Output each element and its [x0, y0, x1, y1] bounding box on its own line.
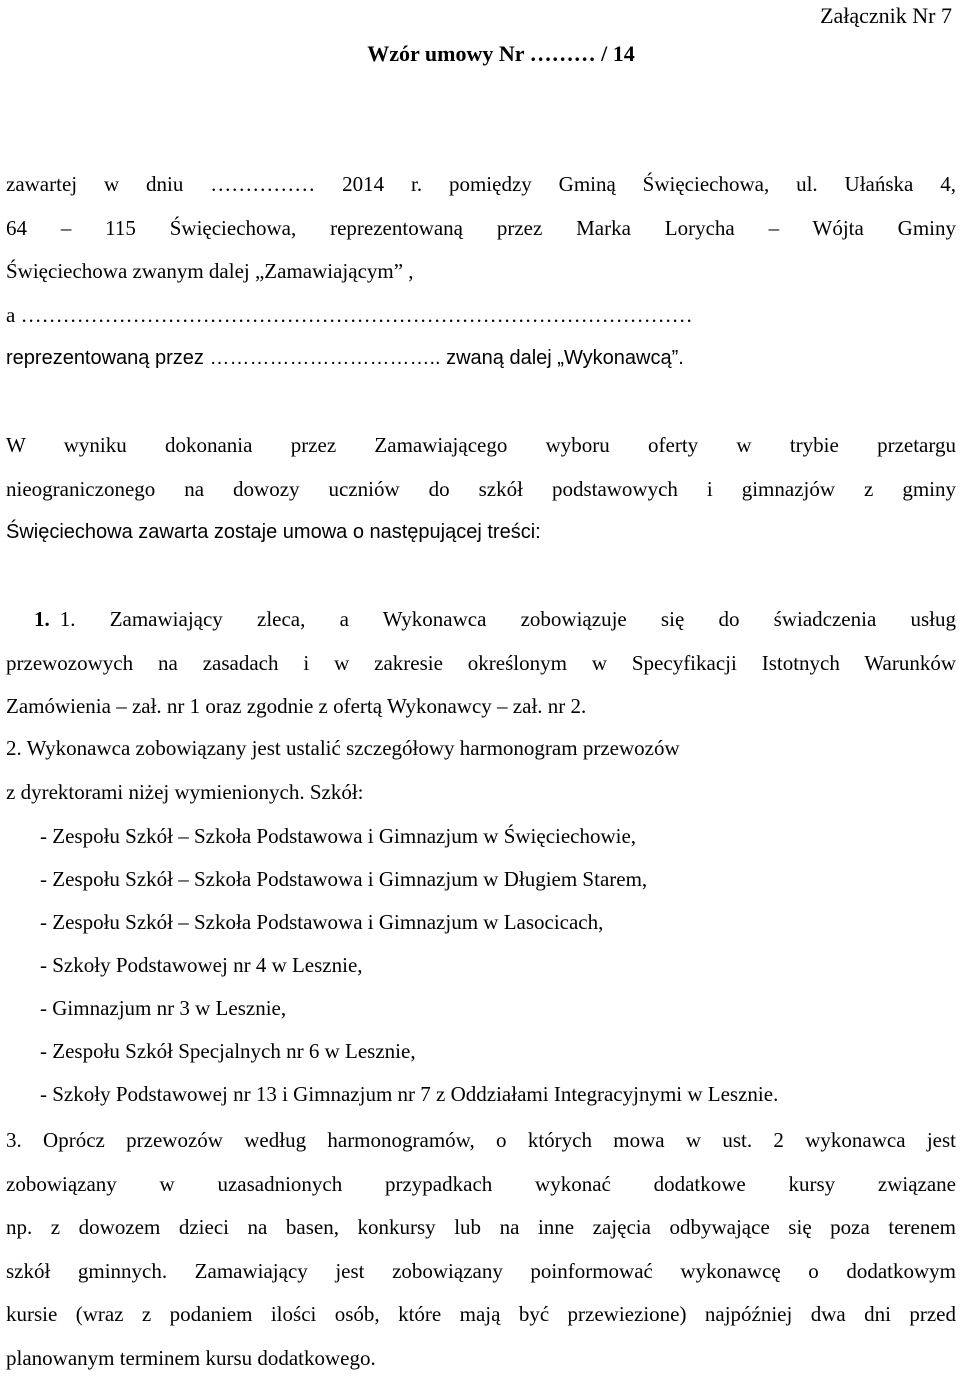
parties-line: reprezentowaną przez …………………………….. zwaną dalej „Wykonawcą”.: [6, 337, 956, 381]
parties-line: a ……………………………………………………………………………………: [6, 294, 956, 338]
section-2-line: z dyrektorami niżej wymienionych. Szkół:: [6, 771, 956, 815]
section-1-line: [6, 598, 956, 642]
section-number: 1.: [34, 607, 50, 631]
parties-line: 64 – 115 Święciechowa, reprezentowaną przez Marka Lorycha – Wójta Gminy: [6, 207, 956, 251]
list-item: - Zespołu Szkół – Szkoła Podstawowa i Gimnazjum w Długiem Starem,: [40, 858, 778, 901]
list-item: - Szkoły Podstawowej nr 13 i Gimnazjum nr 7 z Oddziałami Integracyjnymi w Lesznie.: [40, 1073, 778, 1116]
intro-line: W wyniku dokonania przez Zamawiającego wyboru oferty w trybie przetargu: [6, 424, 956, 468]
section-2-line: 2. Wykonawca zobowiązany jest ustalić szczegółowy harmonogram przewozów: [6, 727, 956, 771]
intro-line: nieograniczonego na dowozy uczniów do szkół podstawowych i gimnazjów z gminy: [6, 468, 956, 512]
parties-paragraph: [6, 163, 956, 381]
section-3-line: np. z dowozem dzieci na basen, konkursy lub na inne zajęcia odbywające się poza terenem: [6, 1206, 956, 1250]
list-item: - Gimnazjum nr 3 w Lesznie,: [40, 987, 778, 1030]
list-item: - Zespołu Szkół Specjalnych nr 6 w Lesznie,: [40, 1030, 778, 1073]
parties-line: Święciechowa zwanym dalej „Zamawiającym” ,: [6, 250, 956, 294]
intro-line: Święciechowa zawarta zostaje umowa o następującej treści:: [6, 511, 956, 555]
section-3-line: planowanym terminem kursu dodatkowego.: [6, 1337, 956, 1380]
list-item: - Szkoły Podstawowej nr 4 w Lesznie,: [40, 944, 778, 987]
contract-title: Wzór umowy Nr ……… / 14: [6, 41, 956, 67]
list-item: - Zespołu Szkół – Szkoła Podstawowa i Gimnazjum w Święciechowie,: [40, 815, 778, 858]
section-3-line: 3. Oprócz przewozów według harmonogramów, o których mowa w ust. 2 wykonawca jest: [6, 1119, 956, 1163]
section-1: [6, 598, 956, 729]
intro-paragraph: [6, 424, 956, 555]
annex-label: Załącznik Nr 7: [820, 3, 952, 29]
section-3-line: kursie (wraz z podaniem ilości osób, które mają być przewiezione) najpóźniej dwa dni przed: [6, 1293, 956, 1337]
schools-list: [40, 815, 778, 1116]
section-3: [6, 1119, 956, 1380]
list-item: - Zespołu Szkół – Szkoła Podstawowa i Gimnazjum w Lasocicach,: [40, 901, 778, 944]
section-1-text: 1. Zamawiający zleca, a Wykonawca zobowiązuje się do świadczenia usług: [60, 607, 956, 631]
section-1-line: Zamówienia – zał. nr 1 oraz zgodnie z ofertą Wykonawcy – zał. nr 2.: [6, 685, 956, 729]
parties-line: zawartej w dniu …………… 2014 r. pomiędzy Gminą Święciechowa, ul. Ułańska 4,: [6, 163, 956, 207]
section-3-line: szkół gminnych. Zamawiający jest zobowiązany poinformować wykonawcę o dodatkowym: [6, 1250, 956, 1294]
section-1-line: przewozowych na zasadach i w zakresie określonym w Specyfikacji Istotnych Warunków: [6, 642, 956, 686]
section-2: [6, 727, 956, 814]
section-3-line: zobowiązany w uzasadnionych przypadkach wykonać dodatkowe kursy związane: [6, 1163, 956, 1207]
